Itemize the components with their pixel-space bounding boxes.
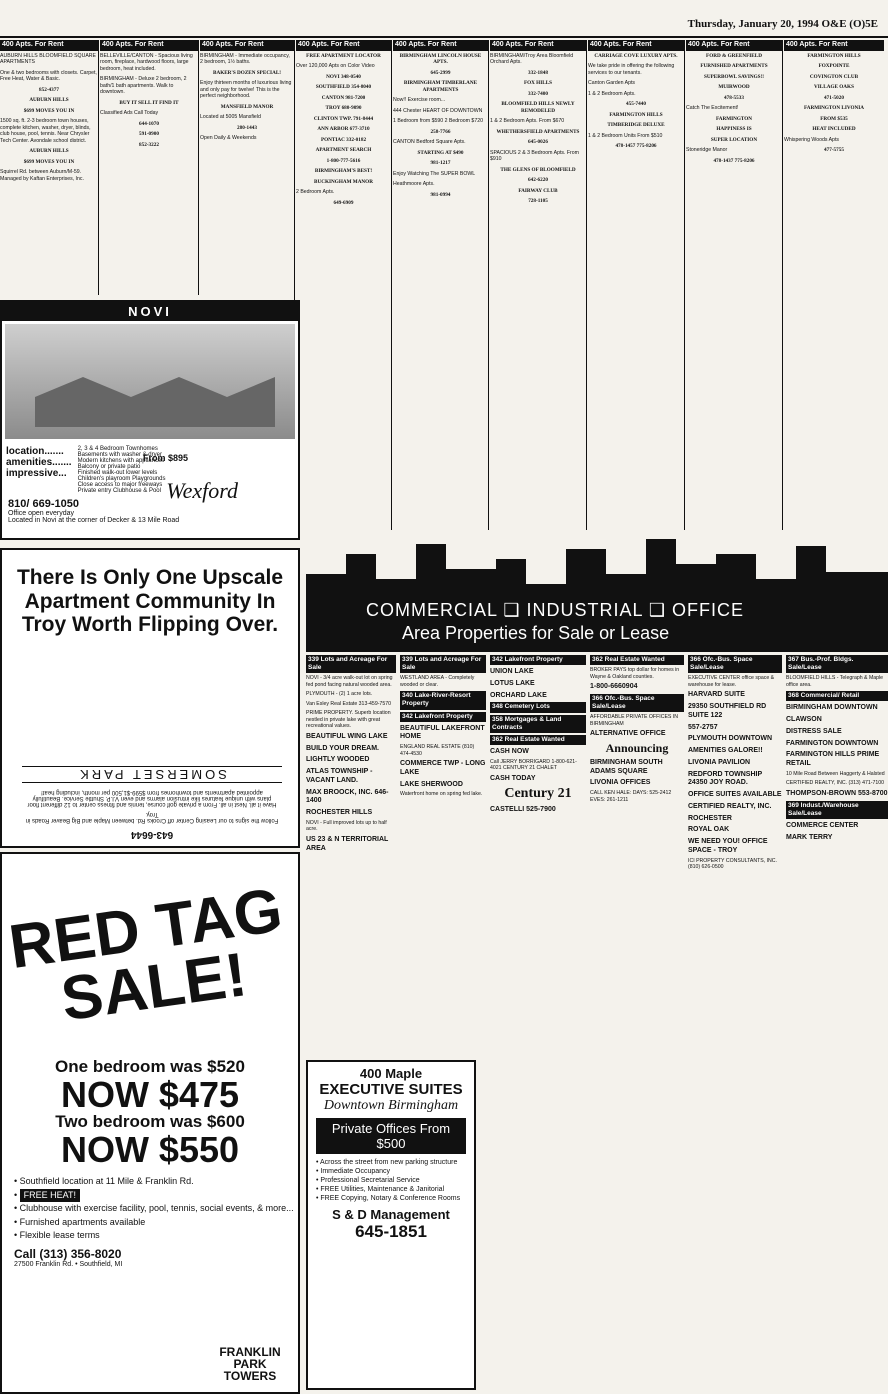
classified-text: BEAUTIFUL LAKEFRONT HOME xyxy=(400,724,485,741)
red-tag-sale-ad xyxy=(0,852,300,1394)
listing-text: 1500 sq. ft. 2-3 bedroom town houses, complete kitchen, washer, dryer, blinds, club house, pool, tennis. Near Chrysler Tech Center. Avondale school district. xyxy=(0,118,91,144)
listing-text: NOVI 348-0540 xyxy=(326,73,361,80)
classified-text: REDFORD TOWNSHIP 24350 JOY ROAD. xyxy=(688,770,763,787)
city-skyline-graphic xyxy=(306,534,888,604)
upscale-rotated-copy xyxy=(22,690,282,840)
classified-text: AMENITIES GALORE!! xyxy=(688,747,763,754)
classified-text: 368 Commercial/ Retail xyxy=(786,691,888,701)
classified-text: US 23 & N TERRITORIAL AREA xyxy=(306,835,389,852)
listing-text: STARTING AT $490 xyxy=(417,149,464,156)
listing-text: BAKER'S DOZEN SPECIAL! xyxy=(212,69,282,76)
listing-text: SOUTHFIELD 354-8040 xyxy=(315,84,372,91)
listing-text: Open Daily & Weekends xyxy=(200,135,257,142)
listing-text: FURNISHED APARTMENTS xyxy=(700,63,768,70)
classified-text: 369 Indust./Warehouse Sale/Lease xyxy=(786,801,888,819)
classified-text: CLAWSON xyxy=(786,716,822,724)
novi-ad-title: NOVI xyxy=(2,302,298,321)
upscale-body: Have it all. Nest in all. From a private golf course, tennis and fitness center to 12 different floor plans with unique features like intrusion alarms and even V.I.P. Shuttle Service. Beautifully appointed apartments and townhomes from $599-$1,500 per month, including heat! xyxy=(27,789,277,807)
listing-text: BUCKINGHAM MANOR xyxy=(314,178,373,185)
listing-text: COVINGTON CLUB xyxy=(809,73,859,80)
column-heading: 400 Apts. For Rent xyxy=(784,40,884,51)
listing-text: CANTON 981-7200 xyxy=(321,94,366,101)
listing-text: Squirrel Rd. between Auburn/M-59. Managed by Kaftan Enterprises, Inc. xyxy=(0,169,84,182)
listing-text: SUPER LOCATION xyxy=(710,136,758,143)
listing-text: TIMBERIDGE DELUXE xyxy=(607,122,665,129)
listing-text: MUIRWOOD xyxy=(718,84,750,91)
column-heading: 400 Apts. For Rent xyxy=(296,40,391,51)
listing-text: Catch The Excitement! xyxy=(686,105,739,112)
column-heading: 400 Apts. For Rent xyxy=(0,40,98,51)
listing-text: 1 & 2 Bedroom Apts. xyxy=(588,90,636,97)
listing-text: 642-6220 xyxy=(528,177,548,184)
maple-location-script: Downtown Birmingham xyxy=(323,1098,459,1113)
listing-text: We take pride in offering the following services to our tenants. xyxy=(588,63,675,76)
listing-text: 258-7766 xyxy=(430,128,451,135)
maple-management: S & D Management xyxy=(332,1207,450,1223)
classified-listings-column xyxy=(590,655,684,1390)
classified-text: UNION LAKE xyxy=(490,668,534,676)
novi-feature: Balcony or private patio xyxy=(77,464,141,470)
apartment-listings-column xyxy=(588,40,684,530)
classified-text: ALTERNATIVE OFFICE xyxy=(590,730,666,738)
listing-text: 852-3222 xyxy=(139,141,159,148)
listing-text: CANTON Bedford Square Apts. xyxy=(393,139,466,146)
listing-text: 645-0026 xyxy=(528,139,548,146)
maple-bullet: • Professional Secretarial Service xyxy=(316,1177,420,1185)
listing-text: Classified Ads Call Today xyxy=(100,110,159,117)
classified-text: 29350 SOUTHFIELD RD SUITE 122 xyxy=(688,703,767,719)
novi-wexford-ad xyxy=(0,300,300,540)
classified-heading: 342 Lakefront Property xyxy=(490,655,586,665)
listing-text: 280-1443 xyxy=(237,124,257,131)
classified-heading: 366 Ofc.-Bus. Space Sale/Lease xyxy=(688,655,782,673)
column-heading: 400 Apts. For Rent xyxy=(490,40,586,51)
listing-text: 455-7440 xyxy=(626,101,646,108)
listing-text: BLOOMFIELD HILLS NEWLY REMODELED xyxy=(501,101,575,114)
classified-text: EXECUTIVE CENTER office space & warehouse for lease. xyxy=(688,675,775,688)
classified-text: BEAUTIFUL WING LAKE xyxy=(306,732,388,740)
listing-text: 644-1070 xyxy=(139,120,159,127)
maple-bullet: • Immediate Occupancy xyxy=(316,1168,391,1176)
novi-from-price: From $895 xyxy=(142,453,188,463)
classified-text: WE NEED YOU! OFFICE SPACE - TROY xyxy=(688,838,768,854)
maple-bullet: • FREE Copying, Notary & Conference Rooms xyxy=(316,1195,461,1203)
listing-text: 1 & 2 Bedroom Units From $510 xyxy=(588,132,663,139)
listing-text: Canton Garden Apts xyxy=(588,80,636,87)
listing-text: SPACIOUS 2 & 3 Bedroom Apts. From $910 xyxy=(490,149,579,163)
listing-text: 2 Bedroom Apts. xyxy=(296,189,335,196)
classified-text: FARMINGTON DOWNTOWN xyxy=(786,739,879,747)
listing-text: 728-1105 xyxy=(528,198,548,205)
maple-phone: 645-1851 xyxy=(355,1222,427,1242)
listing-text: BIRMINGHAM - Deluxe 2 bedroom, 2 bath/1 bath apartments. Walk to downtown. xyxy=(100,76,187,96)
column-heading: 400 Apts. For Rent xyxy=(588,40,684,51)
red-tag-headline: RED TAG SALE! xyxy=(5,875,287,1035)
listing-text: ANN ARBOR 677-3710 xyxy=(317,126,370,133)
listing-text: WHETHERSFIELD APARTMENTS xyxy=(496,128,580,135)
classified-text: FARMINGTON HILLS PRIME RETAIL xyxy=(786,751,880,768)
classified-listings-column xyxy=(490,655,586,1390)
apartment-listings-column xyxy=(296,40,391,530)
classified-text: 358 Mortgages & Land Contracts xyxy=(490,715,586,733)
listing-text: BIRMINGHAM'S BEST! xyxy=(314,168,373,175)
classified-text: CERTIFIED REALTY, INC. (313) 471-7100 xyxy=(786,780,885,787)
listing-text: CLINTON TWP. 791-8444 xyxy=(313,115,374,122)
listing-text: 645-2999 xyxy=(430,69,451,76)
classified-text: ATLAS TOWNSHIP - VACANT LAND. xyxy=(306,768,373,784)
classified-text: LAKE SHERWOOD xyxy=(400,780,463,788)
listing-text: Stoneridge Manor xyxy=(686,147,728,154)
classified-text: PLYMOUTH - (2) 1 acre lots. xyxy=(306,691,373,698)
classified-text: LOTUS LAKE xyxy=(490,679,535,687)
novi-tag-line: impressive... xyxy=(6,468,67,479)
classified-text: BIRMINGHAM SOUTH ADAMS SQUARE xyxy=(590,758,663,775)
classified-text: HARVARD SUITE xyxy=(688,691,745,699)
listing-text: VILLAGE OAKS xyxy=(814,84,854,91)
commercial-banner xyxy=(306,534,888,652)
classified-text: BLOOMFIELD HILLS - Telegraph & Maple office area. xyxy=(786,675,884,688)
novi-tag-line: location....... xyxy=(6,446,64,457)
classified-text: NOVI - Full improved lots up to half acre. xyxy=(306,819,387,833)
classified-listings-column xyxy=(306,655,396,1055)
listing-text: BUY IT SELL IT FIND IT xyxy=(119,99,179,106)
classified-text: THOMPSON-BROWN 553-8700 xyxy=(786,789,888,797)
apartment-listings-column xyxy=(686,40,782,530)
listing-text: Over 120,000 Apts on Color Video xyxy=(296,63,375,70)
page-header xyxy=(0,0,888,38)
maple-private-offices: Private Offices From $500 xyxy=(316,1118,466,1154)
listing-text: FARMINGTON HILLS xyxy=(807,52,861,59)
franklin-park-towers-logo: FRANKLIN PARK TOWERS xyxy=(219,1345,281,1383)
two-bedroom-now: NOW $550 xyxy=(60,1129,240,1171)
classified-text: LIVONIA PAVILION xyxy=(688,758,751,766)
listing-text: FROM $535 xyxy=(820,115,848,122)
one-bedroom-now: NOW $475 xyxy=(60,1073,240,1115)
listing-text: APARTMENT SEARCH xyxy=(315,147,372,154)
wexford-logo: Wexford xyxy=(166,478,238,503)
classified-text: MAX BROOCK, INC. 646-1400 xyxy=(306,788,389,805)
classified-listings-column xyxy=(688,655,782,1390)
maple-title: 400 Maple xyxy=(359,1066,423,1081)
townhomes-photo xyxy=(5,324,295,439)
listing-text: FOXPOINTE xyxy=(818,63,850,70)
redtag-address: 27500 Franklin Rd. • Southfield, MI xyxy=(14,1260,123,1268)
listing-text: $699 MOVES YOU IN xyxy=(23,107,75,114)
two-bedroom-was: Two bedroom was $600 xyxy=(55,1112,245,1132)
listing-text: FAIRWAY CLUB xyxy=(518,187,558,194)
maple-bullet: • Across the street from new parking structure xyxy=(316,1159,458,1166)
listing-text: BIRMINGHAM LINCOLN HOUSE APTS. xyxy=(399,52,482,66)
classified-text: 348 Cemetery Lots xyxy=(490,702,586,712)
upscale-directions: Follow the signs to our Leasing Center off Crooks Rd. between Maple and Big Beaver Roads in Troy. xyxy=(25,811,279,823)
novi-office-hours: Office open everyday xyxy=(8,510,75,517)
novi-feature: 2, 3 & 4 Bedroom Townhomes xyxy=(77,446,158,452)
listing-text: Whispering Woods Apts xyxy=(784,136,839,143)
classified-text: COMMERCE CENTER xyxy=(786,821,859,829)
listing-text: 981-0994 xyxy=(430,191,451,198)
listing-text: 1 & 2 Bedroom Apts. From $670 xyxy=(490,118,565,125)
redtag-bullet: • Southfield location at 11 Mile & Franklin Rd. xyxy=(14,1176,194,1187)
classified-heading: 339 Lots and Acreage For Sale xyxy=(400,655,486,673)
listing-text: FARMINGTON HILLS xyxy=(609,111,663,118)
classified-text: BIRMINGHAM DOWNTOWN xyxy=(786,704,878,712)
classified-text: LIGHTLY WOODED xyxy=(306,756,370,764)
classified-text: 1-800-6660904 xyxy=(590,683,638,691)
classified-text: MARK TERRY xyxy=(786,833,833,841)
classified-text: ICI PROPERTY CONSULTANTS, INC. (810) 626-0500 xyxy=(688,857,777,870)
listing-text: FARMINGTON xyxy=(715,115,753,122)
listing-text: AUBURN HILLS BLOOMFIELD SQUARE APARTMENTS xyxy=(0,52,96,66)
novi-feature: Finished walk-out lower levels xyxy=(77,470,158,476)
column-heading: 400 Apts. For Rent xyxy=(393,40,488,51)
redtag-bullet: • FREE HEAT! xyxy=(14,1189,298,1203)
classified-text: ENGLAND REAL ESTATE (810) 474-4530 xyxy=(400,744,475,757)
listing-text: Now!! Exercise room... xyxy=(393,97,446,104)
listing-text: $699 MOVES YOU IN xyxy=(23,158,75,165)
apartment-listings-column xyxy=(784,40,884,530)
listing-text: BELLEVILLE/CANTON - Spacious living room, fireplace, hardwood floors, large bedroom, heat included. xyxy=(100,52,193,72)
redtag-bullet: • Clubhouse with exercise facility, pool, tennis, social events, & more... xyxy=(14,1203,294,1214)
redtag-bullet: • Furnished apartments available xyxy=(14,1216,146,1227)
listing-text: SUPERBOWL SAVINGS!! xyxy=(703,73,764,80)
classified-text: WESTLAND AREA - Completely wooded or clear. xyxy=(400,675,475,688)
classified-text: Van Esley Real Estate 313-459-7570 xyxy=(306,700,391,707)
listing-text: Enjoy thirteen months of luxurious living and only pay for twelve! This is the perfect neighborhood. xyxy=(200,80,292,100)
classified-text: Waterfront home on spring fed lake. xyxy=(400,791,483,798)
classified-text: 340 Lake-River-Resort Property xyxy=(400,691,486,709)
listing-text: PONTIAC 332-0182 xyxy=(320,136,367,143)
column-heading: 400 Apts. For Rent xyxy=(686,40,782,51)
classified-text: ROCHESTER xyxy=(688,814,732,822)
upscale-phone: 643-6644 xyxy=(130,829,174,840)
classified-text: 362 Real Estate Wanted xyxy=(490,735,586,745)
listing-text: FARMINGTON LIVONIA xyxy=(803,105,865,112)
classified-text: CERTIFIED REALTY, INC. xyxy=(688,802,772,810)
listing-text: 444 Chester HEART OF DOWNTOWN xyxy=(393,107,483,114)
novi-feature: Children's playroom Playgrounds xyxy=(77,476,166,482)
listing-text: HAPPINESS IS xyxy=(716,126,752,133)
column-heading: 400 Apts. For Rent xyxy=(100,40,198,51)
banner-line-1: COMMERCIAL ❑ INDUSTRIAL ❑ OFFICE xyxy=(366,600,744,620)
classified-text: Announcing xyxy=(605,740,669,755)
classified-text: PRIME PROPERTY. Superb location nestled in private lake with great recreational values. xyxy=(306,710,391,730)
classified-text: ORCHARD LAKE xyxy=(490,691,547,699)
listing-text: BIRMINGHAM/Troy Area Bloomfield Orchard Apts. xyxy=(490,52,574,66)
listing-text: Located at 5005 Mansfield xyxy=(200,114,261,121)
classified-text: CASH NOW xyxy=(490,747,529,755)
classified-text: OFFICE SUITES AVAILABLE xyxy=(688,791,782,798)
classified-text: AFFORDABLE PRIVATE OFFICES IN BIRMINGHAM xyxy=(590,714,679,727)
classified-text: ROCHESTER HILLS xyxy=(306,809,373,816)
classified-text: LIVONIA OFFICES xyxy=(590,779,651,787)
novi-feature: Basements with washer & dryer xyxy=(77,452,162,458)
novi-feature: Private entry Clubhouse & Pool xyxy=(77,488,161,494)
classified-text: COMMERCE TWP - LONG LAKE xyxy=(400,760,486,776)
apartment-listings-column xyxy=(490,40,586,530)
listing-text: BIRMINGHAM - Immediate occupancy, 2 bedroom, 1½ baths. xyxy=(200,52,290,66)
apartment-listings-column xyxy=(393,40,488,530)
listing-text: 477-5755 xyxy=(824,147,844,154)
apartment-listings-column xyxy=(0,40,98,295)
classified-text: BROKER PAYS top dollar for homes in Wayne & Oakland counties. xyxy=(590,667,680,680)
novi-tag-line: amenities....... xyxy=(6,457,72,468)
listing-text: 478-5533 xyxy=(724,94,744,101)
listing-text: TROY 680-9090 xyxy=(325,105,362,112)
listing-text: THE GLENS OF BLOOMFIELD xyxy=(500,166,576,173)
upscale-headline: There Is Only One Upscale Apartment Community In Troy Worth Flipping Over. xyxy=(16,566,284,637)
listing-text: 649-6909 xyxy=(333,199,354,206)
classified-text: Century 21 xyxy=(504,786,572,802)
maple-executive-suites-ad xyxy=(306,1060,476,1390)
classified-text: 557-2757 xyxy=(688,723,718,731)
listing-text: 981-1217 xyxy=(430,160,451,167)
listing-text: AUBURN HILLS xyxy=(29,148,69,155)
listing-text: FORD & GREENFIELD xyxy=(706,52,762,59)
listing-text: One & two bedrooms with closets. Carpet, Free Heat, Water & Basic. xyxy=(0,69,97,83)
classified-text: 366 Ofc.-Bus. Space Sale/Lease xyxy=(590,694,684,712)
listing-text: 1-800-777-5616 xyxy=(326,157,361,164)
listing-text: Heathmoore Apts. xyxy=(393,181,435,188)
listing-text: 332-7400 xyxy=(528,90,548,97)
banner-line-2: Area Properties for Sale or Lease xyxy=(402,623,670,643)
redtag-phone: Call (313) 356-8020 xyxy=(14,1246,122,1261)
listing-text: Enjoy Watching The SUPER BOWL xyxy=(393,170,476,177)
novi-location: Located in Novi at the corner of Decker & 13 Mile Road xyxy=(8,517,180,524)
classified-heading: 339 Lots and Acreage For Sale xyxy=(306,655,396,673)
classified-heading: 362 Real Estate Wanted xyxy=(590,655,684,665)
redtag-bullet: • Flexible lease terms xyxy=(14,1230,100,1241)
classified-listings-column xyxy=(400,655,486,1055)
classified-text: PLYMOUTH DOWNTOWN xyxy=(688,735,772,743)
classified-text: Call JERRY BORRIGARD 1-800-621-4021 CENTURY 21 CHALET xyxy=(490,758,577,772)
listing-text: BIRMINGHAM TIMBERLANE APARTMENTS xyxy=(403,80,478,93)
column-heading: 400 Apts. For Rent xyxy=(200,40,294,51)
classified-text: CALL KEN HALE: DAYS: 525-2412 EVES: 261-1211 xyxy=(590,790,672,803)
somerset-park-ad xyxy=(0,548,300,848)
novi-feature: Close access to major freeways xyxy=(77,482,163,488)
listing-text: 332-1848 xyxy=(528,69,548,76)
listing-text: AUBURN HILLS xyxy=(29,97,69,104)
listing-text: HEAT INCLUDED xyxy=(812,126,856,133)
listing-text: MANSFIELD MANOR xyxy=(220,103,274,110)
classified-text: ROYAL OAK xyxy=(688,826,730,834)
listing-text: FREE APARTMENT LOCATOR xyxy=(306,52,381,59)
listing-text: 852-4377 xyxy=(39,86,59,93)
classified-text: DISTRESS SALE xyxy=(786,727,842,735)
one-bedroom-was: One bedroom was $520 xyxy=(55,1056,245,1076)
classified-text: NOVI - 3/4 acre walk-out lot on spring fed pond facing natural wooded area. xyxy=(306,675,393,688)
listing-text: 1 Bedroom from $590 2 Bedroom $720 xyxy=(393,118,483,125)
classified-listings-column xyxy=(786,655,888,1390)
maple-bullet: • FREE Utilities, Maintenance & Janitorial xyxy=(316,1186,445,1194)
page-date: Thursday, January 20, 1994 O&E (O)5E xyxy=(687,18,878,30)
classified-heading: 367 Bus.-Prof. Bldgs. Sale/Lease xyxy=(786,655,888,673)
somerset-park-logo: SOMERSET PARK xyxy=(22,766,282,783)
apartment-listings-column xyxy=(100,40,198,295)
classified-text: 342 Lakefront Property xyxy=(400,712,486,722)
classified-text: 10 Mile Road Between Haggerty & Halsted xyxy=(786,770,885,777)
listing-text: 478-1437 775-8206 xyxy=(713,157,755,164)
maple-subtitle: EXECUTIVE SUITES xyxy=(319,1081,463,1098)
classified-text: CASH TODAY xyxy=(490,774,536,782)
listing-text: FOX HILLS xyxy=(523,80,553,87)
classified-text: CASTELLI 525-7900 xyxy=(490,805,556,813)
apartment-listings-column xyxy=(200,40,294,295)
novi-phone: 810/ 669-1050 xyxy=(8,498,79,510)
listing-text: 471-5020 xyxy=(824,94,844,101)
listing-text: 591-0900 xyxy=(139,131,159,138)
novi-feature: Modern kitchens with appliances xyxy=(77,458,165,464)
classified-text: BUILD YOUR DREAM. xyxy=(306,744,379,752)
listing-text: 478-1457 775-8206 xyxy=(615,143,657,150)
listing-text: CARRIAGE COVE LUXURY APTS. xyxy=(594,52,678,59)
